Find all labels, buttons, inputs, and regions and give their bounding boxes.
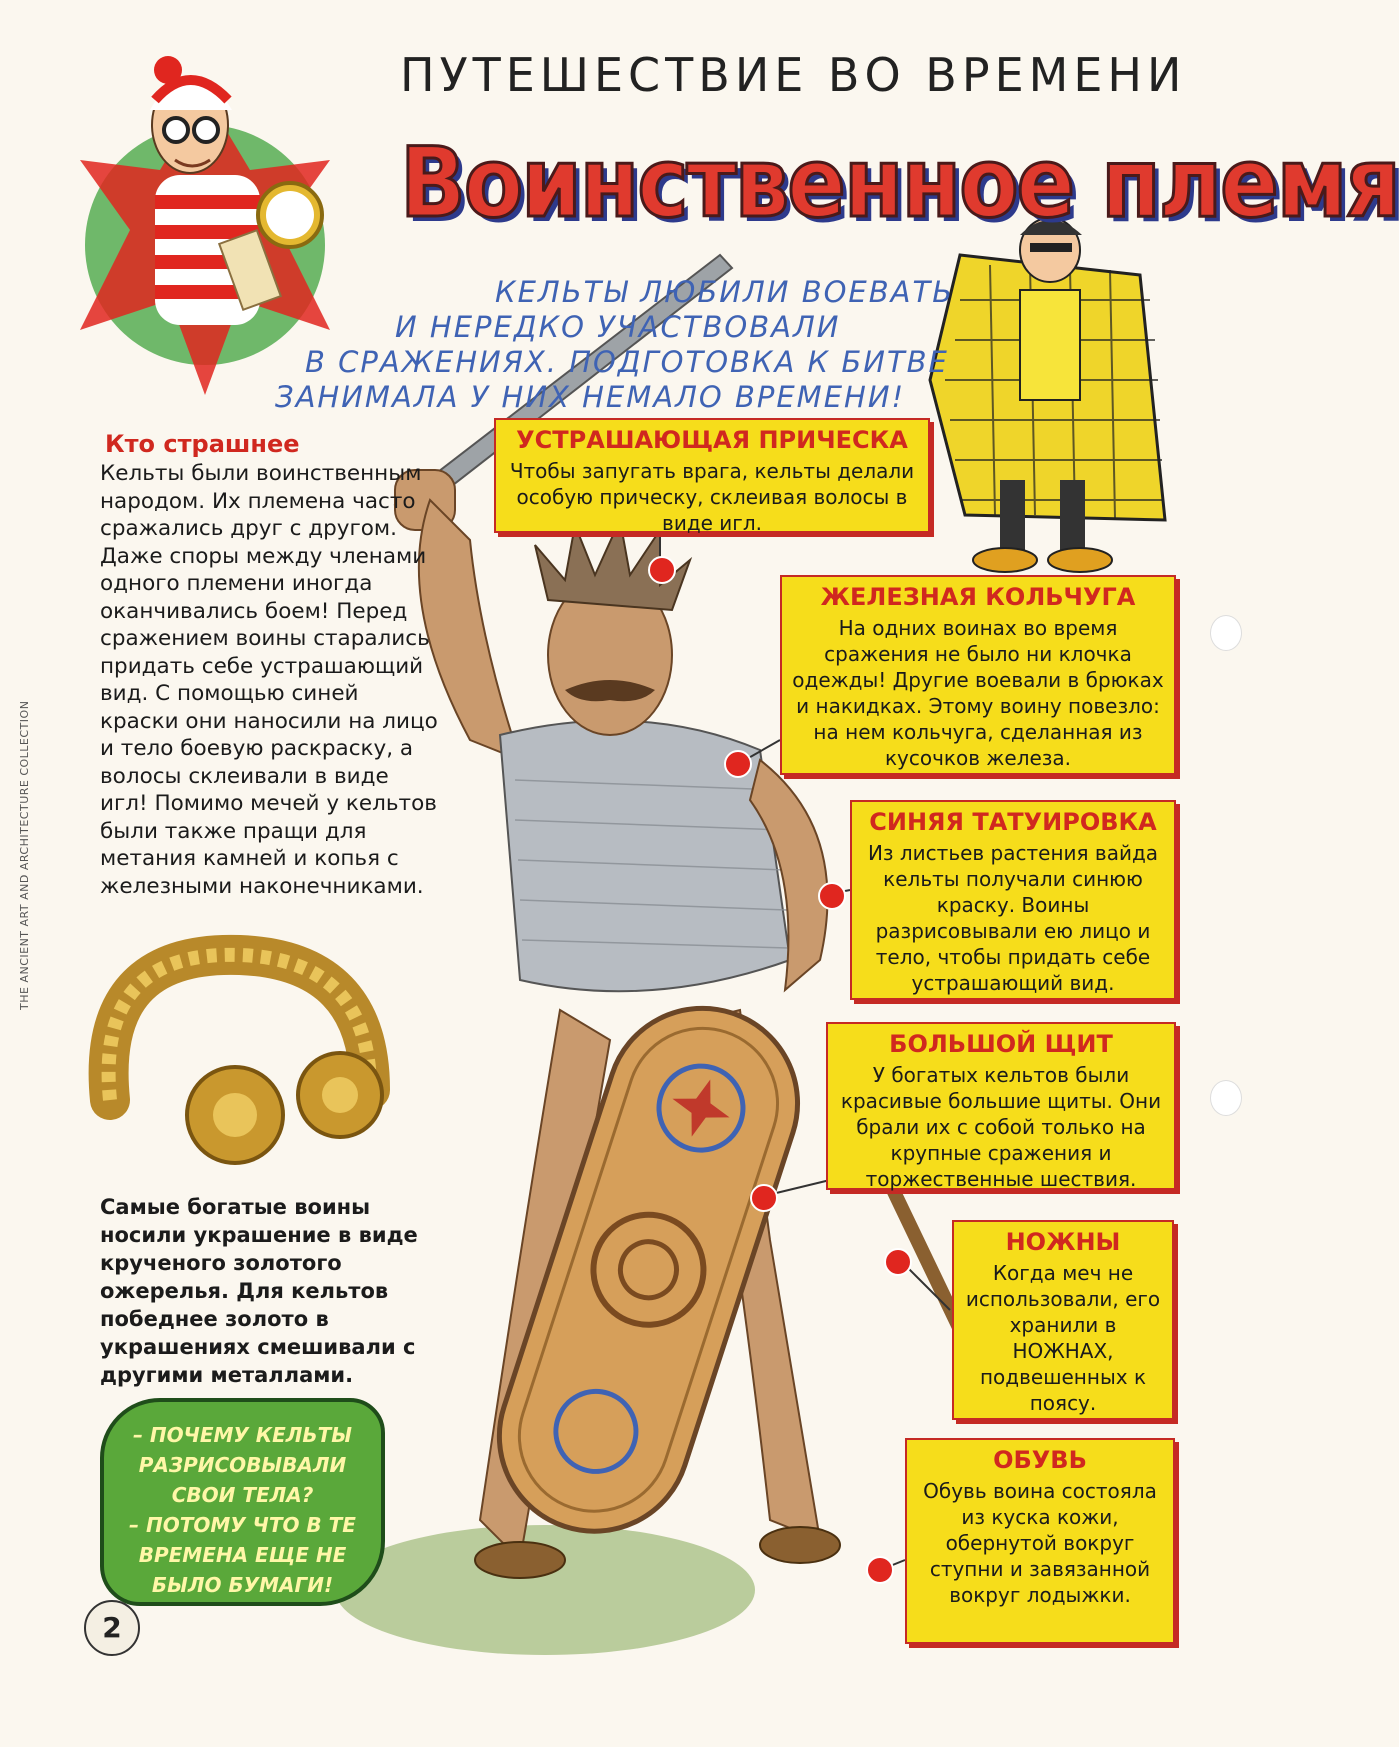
callout-title: ЖЕЛЕЗНАЯ КОЛЬЧУГА <box>820 583 1136 611</box>
page-title: Воинственное племя <box>400 127 1399 239</box>
joke-line: – ПОЧЕМУ КЕЛЬТЫ <box>132 1423 353 1447</box>
intro-line: В СРАЖЕНИЯХ. ПОДГОТОВКА К БИТВЕ <box>305 345 949 379</box>
intro-text <box>265 275 1015 415</box>
callout-hairstyle <box>494 418 930 533</box>
callout-title: НОЖНЫ <box>1005 1228 1121 1256</box>
callout-title: УСТРАШАЮЩАЯ ПРИЧЕСКА <box>516 426 908 454</box>
joke-line: – ПОТОМУ ЧТО В ТЕ <box>129 1513 356 1537</box>
callout-text: Из листьев растения вайда кельты получали синюю краску. Воины разрисовывали ею лицо и тело, чтобы придать себе устрашающий вид. <box>867 841 1159 995</box>
callout-text: У богатых кельтов были красивые большие щиты. Они брали их с собой только на крупные сражения и торжественные шествия. <box>840 1063 1162 1191</box>
page-number: 2 <box>84 1600 140 1656</box>
marker-dot <box>648 556 676 584</box>
callout-text: На одних воинах во время сражения не было ни клочка одежды! Другие воевали в брюках и накидках. Этому воину повезло: на нем кольчуга, сделанная из кусочков железа. <box>792 616 1164 770</box>
callout-text: Обувь воина состояла из куска кожи, обернутой вокруг ступни и завязанной вокруг лодыжки. <box>923 1479 1157 1607</box>
binder-hole <box>1210 1080 1242 1116</box>
intro-line: КЕЛЬТЫ ЛЮБИЛИ ВОЕВАТЬ <box>495 275 955 309</box>
callout-scabbard <box>952 1220 1174 1420</box>
binder-hole <box>1210 615 1242 651</box>
sidebar-body: Кельты были воинственным народом. Их племена часто сражались друг с другом. Даже споры между членами одного племени иногда оканчивались боем! Перед сражением воины старались придать себе устрашающий вид. С помощью синей краски они наносили на лицо и тело боевую раскраску, а волосы склеивали в виде игл! Помимо мечей у кельтов были также пращи для метания камней и копья с железными наконечниками. <box>100 461 438 899</box>
joke-line: СВОИ ТЕЛА? <box>171 1483 314 1507</box>
joke-bubble <box>100 1398 385 1606</box>
callout-text: Чтобы запугать врага, кельты делали особую прическу, склеивая волосы в виде игл. <box>509 459 915 535</box>
callout-title: ОБУВЬ <box>993 1446 1087 1474</box>
torc-caption: Самые богатые воины носили украшение в виде крученого золотого ожерелья. Для кельтов победнее золото в украшениях смешивали с другими металлами. <box>100 1195 418 1387</box>
joke-line: БЫЛО БУМАГИ! <box>151 1573 334 1597</box>
intro-line: И НЕРЕДКО УЧАСТВОВАЛИ <box>395 310 841 344</box>
joke-line: РАЗРИСОВЫВАЛИ <box>138 1453 347 1477</box>
joke-line: ВРЕМЕНА ЕЩЕ НЕ <box>138 1543 347 1567</box>
section-kicker: ПУТЕШЕСТВИЕ ВО ВРЕМЕНИ <box>400 48 1187 102</box>
image-credit: THE ANCIENT ART AND ARCHITECTURE COLLECTION <box>18 700 31 1010</box>
intro-line: ЗАНИМАЛА У НИХ НЕМАЛО ВРЕМЕНИ! <box>275 380 906 414</box>
callout-chainmail <box>780 575 1176 775</box>
marker-dot <box>724 750 752 778</box>
callout-title: БОЛЬШОЙ ЩИТ <box>889 1030 1113 1058</box>
gold-torc-image <box>109 955 382 1163</box>
callout-title: СИНЯЯ ТАТУИРОВКА <box>869 808 1157 836</box>
marker-dot <box>750 1184 778 1212</box>
marker-dot <box>818 882 846 910</box>
marker-dot <box>866 1556 894 1584</box>
callout-shield <box>826 1022 1176 1190</box>
callout-tattoo <box>850 800 1176 1000</box>
callout-text: Когда меч не использовали, его хранили в НОЖНАХ, подвешенных к поясу. <box>965 1261 1161 1415</box>
callout-footwear <box>905 1438 1175 1644</box>
marker-dot <box>884 1248 912 1276</box>
sidebar-heading: Кто страшнее <box>105 430 300 458</box>
